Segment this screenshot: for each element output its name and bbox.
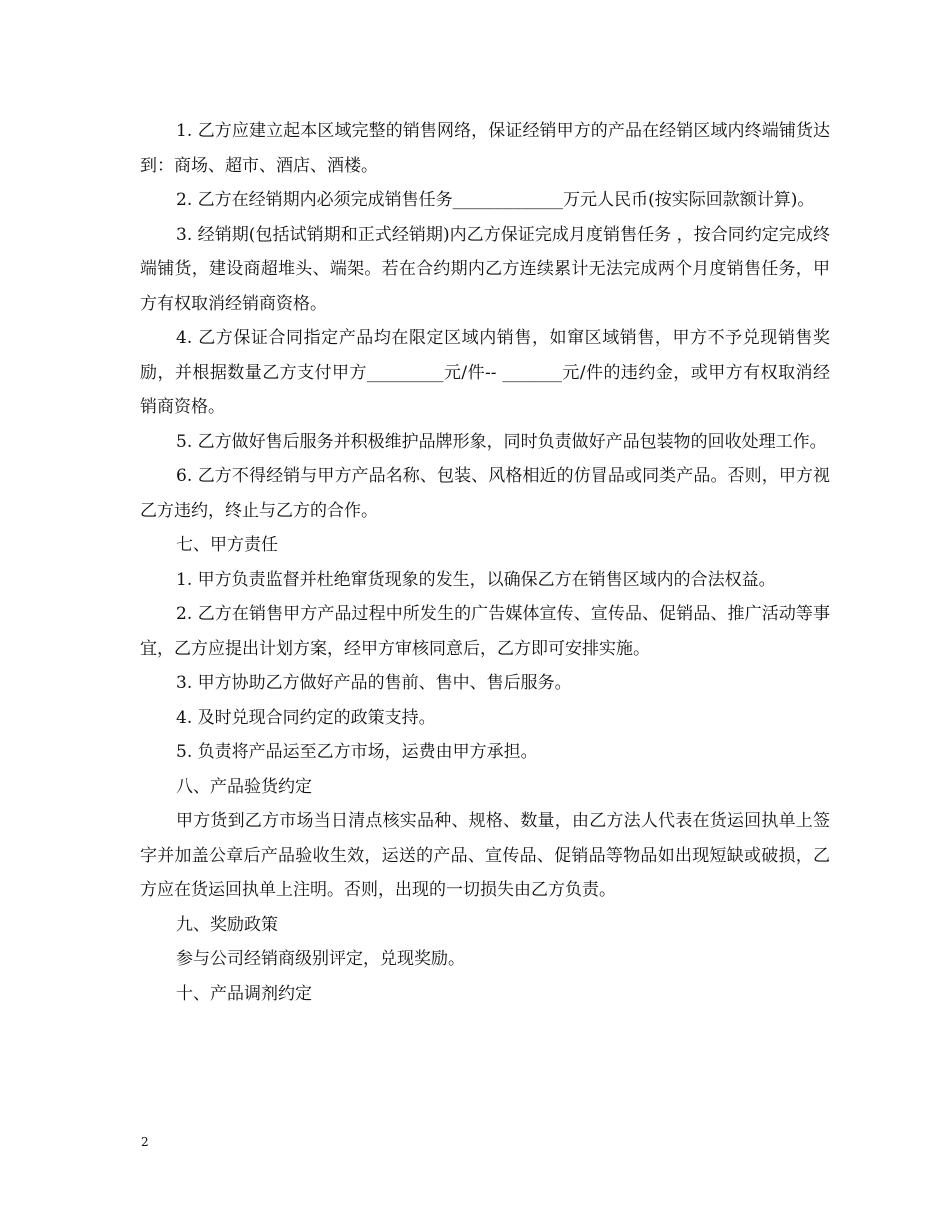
paragraph-7-5: 5. 负责将产品运至乙方市场，运费由甲方承担。 [176, 742, 538, 762]
section-heading-8: 八、产品验货约定 [176, 776, 312, 797]
paragraph-7-1: 1. 甲方负责监督并杜绝窜货现象的发生，以确保乙方在销售区域内的合法权益。 [176, 569, 776, 590]
paragraph-4: 4. 乙方保证合同指定产品均在限定区域内销售，如窜区域销售，甲方不予兑现销售奖励，并根据数量乙方支付甲方_________元/件-- _______元/件的违约金，或甲方有权取消经销商资格。 [140, 328, 830, 417]
paragraph-8: 甲方货到乙方市场当日清点核实品种、规格、数量，由乙方法人代表在货运回执单上签字并加盖公章后产品验收生效，运送的产品、宣传品、促销品等物品如出现短缺或破损，乙方应在货运回执单上注明。否则，出现的一切损失由乙方负责。 [140, 811, 830, 900]
section-heading-10: 十、产品调剂约定 [176, 983, 312, 1004]
document-body [140, 114, 830, 1011]
section-heading-9: 九、奖励政策 [176, 914, 278, 935]
section-heading-7: 七、甲方责任 [176, 535, 278, 555]
paragraph-7-3: 3. 甲方协助乙方做好产品的售前、售中、售后服务。 [176, 673, 572, 693]
paragraph-2: 2. 乙方在经销期内必须完成销售任务_____________万元人民币(按实际回款额计算)。 [176, 190, 815, 210]
paragraph-9: 参与公司经销商级别评定，兑现奖励。 [176, 949, 465, 969]
page-number: 2 [141, 1135, 149, 1149]
paragraph-7-4: 4. 及时兑现合同约定的政策支持。 [176, 707, 436, 728]
paragraph-1: 1. 乙方应建立起本区域完整的销售网络，保证经销甲方的产品在经销区域内终端铺货达到：商场、超市、酒店、酒楼。 [140, 121, 830, 176]
paragraph-7-2: 2. 乙方在销售甲方产品过程中所发生的广告媒体宣传、宣传品、促销品、推广活动等事宜，乙方应提出计划方案，经甲方审核同意后，乙方即可安排实施。 [140, 604, 830, 659]
paragraph-6: 6. 乙方不得经销与甲方产品名称、包装、风格相近的仿冒品或同类产品。否则，甲方视乙方违约，终止与乙方的合作。 [140, 466, 830, 521]
paragraph-5: 5. 乙方做好售后服务并积极维护品牌形象，同时负责做好产品包装物的回收处理工作。 [176, 431, 827, 452]
paragraph-3: 3. 经销期(包括试销期和正式经销期)内乙方保证完成月度销售任务 ，按合同约定完成终端铺货，建设商超堆头、端架。若在合约期内乙方连续累计无法完成两个月度销售任务，甲方有权取消经销商资格。 [140, 224, 830, 314]
